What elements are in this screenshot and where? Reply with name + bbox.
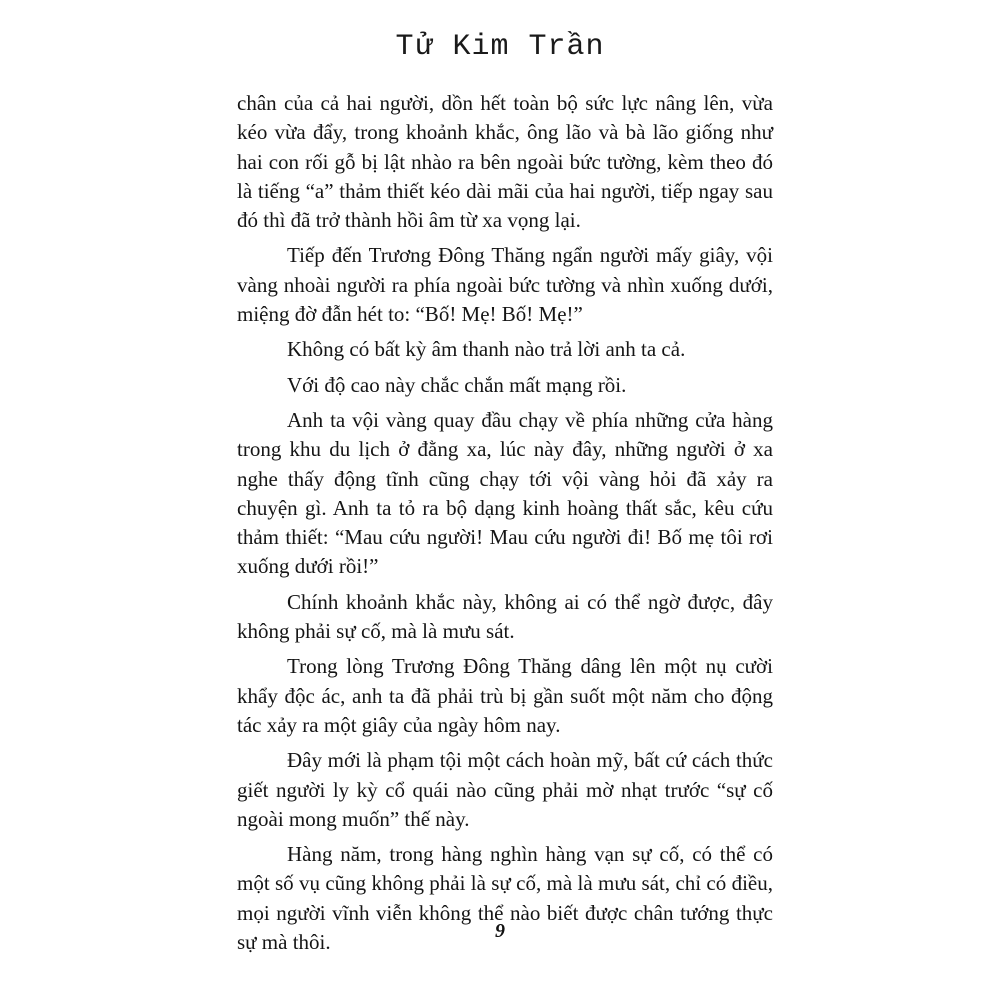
running-title: Tử Kim Trần xyxy=(395,30,605,64)
paragraph: Với độ cao này chắc chắn mất mạng rồi. xyxy=(287,372,627,397)
paragraph: Chính khoảnh khắc này, không ai có thể ngờ được, đây không phải sự cố, mà là mưu sát. xyxy=(237,589,773,644)
paragraph: Tiếp đến Trương Đông Thăng ngẩn người mấy giây, vội vàng nhoài người ra phía ngoài bức tường và nhìn xuống dưới, miệng đờ đẫn hét to: “Bố! Mẹ! Bố! Mẹ!” xyxy=(237,243,773,327)
paragraph: Trong lòng Trương Đông Thăng dâng lên một nụ cười khẩy độc ác, anh ta đã phải trù bị gần suốt một năm cho động tác xảy ra một giây của ngày hôm nay. xyxy=(237,654,773,737)
paragraph: Không có bất kỳ âm thanh nào trả lời anh ta cả. xyxy=(287,337,686,362)
paragraph: Đây mới là phạm tội một cách hoàn mỹ, bất cứ cách thức giết người ly kỳ cổ quái nào cũng phải mờ nhạt trước “sự cố ngoài mong muốn” thế này. xyxy=(237,748,773,831)
body-text xyxy=(237,89,773,963)
paragraph: chân của cả hai người, dồn hết toàn bộ sức lực nâng lên, vừa kéo vừa đẩy, trong khoảnh khắc, ông lão và bà lão giống như hai con rối gỗ bị lật nhào ra bên ngoài bức tường, kèm theo đó là tiếng “a” thảm thiết kéo dài mãi của hai người, tiếp ngay sau đó thì đã trở thành hồi âm từ xa vọng lại. xyxy=(237,91,773,233)
paragraph: Anh ta vội vàng quay đầu chạy về phía những cửa hàng trong khu du lịch ở đằng xa, lúc này đây, những người ở xa nghe thấy động tĩnh cũng chạy tới vội vàng hỏi đã xảy ra chuyện gì. Anh ta tỏ ra bộ dạng kinh hoàng thất sắc, kêu cứu thảm thiết: “Mau cứu người! Mau cứu người đi! Bố mẹ tôi rơi xuống dưới rồi!” xyxy=(237,407,773,579)
paragraph: Hàng năm, trong hàng nghìn hàng vạn sự cố, có thể có một số vụ cũng không phải là sự cố, mà là mưu sát, chỉ có điều, mọi người vĩnh viễn không thể nào biết được chân tướng thực sự mà thôi. xyxy=(237,842,773,955)
page-number: 9 xyxy=(495,920,505,942)
